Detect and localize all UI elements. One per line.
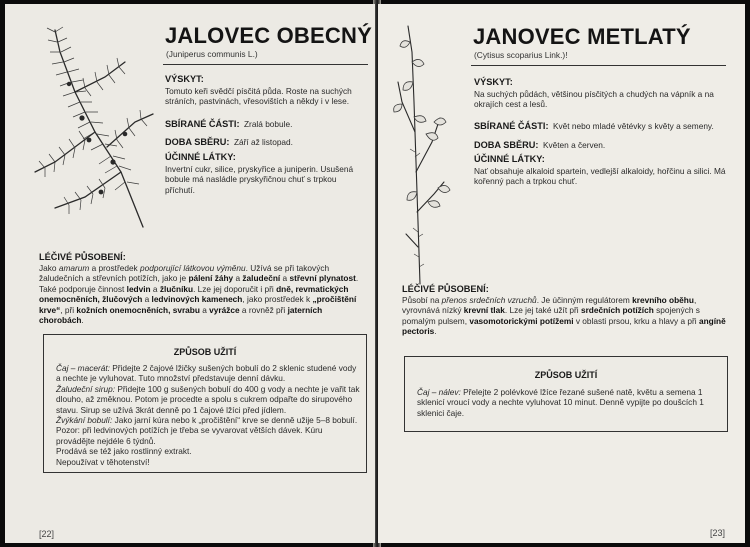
time-heading: DOBA SBĚRU: xyxy=(474,140,539,150)
syrup-instructions: Žaludeční sirup: Přidejte 100 g sušených bobulí do 400 g vody a nechte je vařit tak dlouho, až změknou. Potom je procedte a spolu s cukrem odpařte do sirupového stavu. Sirup se užívá 3krát denně po 1 čajové lžíci před jídlem. xyxy=(56,383,360,415)
effect-text: Jako amarum a prostředek podporující látkovou výměnu. Užívá se při takových žaludečních a střevních potížích, jako je pálení žáhy a žaludeční a střevní plynatost. Také podporuje činnost ledvin a žlučníku. Lze jej doporučit i při dně, revmatických onemocněních, žlučových a ledvinových kamenech, jako prostředek k „pročištění krve“, při kožních onemocněních, svrabu a vyrážce a rovněž při jaterních chorobách. xyxy=(39,263,359,326)
effect-heading: LÉČIVÉ PŮSOBENÍ: xyxy=(39,252,126,262)
plant-title: JALOVEC OBECNÝ xyxy=(165,23,372,48)
occurrence-heading: VÝSKYT: xyxy=(165,74,204,84)
time-text: Květen a červen. xyxy=(542,140,606,150)
occurrence-heading: VÝSKYT: xyxy=(474,77,513,87)
effect-text: Působí na přenos srdečních vzruchů. Je účinným regulátorem krevního oběhu, vyrovnává nízký krevní tlak. Lze jej také užít při srdečních potížích spojených s pomalým pulsem, vasomotorickými potížemi v oblasti prsou, krku a hlavy a při angíně pectoris. xyxy=(402,295,726,337)
chewing-instructions: Žvýkání bobulí: Jako jarní kúra nebo k „pročištění“ krve se denně užije 5–8 bobulí. Pozor: při ledvinových potížích je třeba se vyvarovat větších dávek. Kúru provádějte nejdéle 6 týdnů. xyxy=(56,415,358,446)
parts-text: Květ nebo mladé větévky s květy a semeny. xyxy=(552,121,714,131)
usage-text xyxy=(56,363,360,467)
title-divider xyxy=(163,64,368,65)
tea-instructions: Čaj – nálev: Přelejte 2 polévkové lžíce řezané sušené natě, květu a semena 1 sklenicí vroucí vody a nechte vyluhovat 10 minut. Denně vypijte po doušcích 1 sklenici čaje. xyxy=(417,387,704,418)
parts-text: Zralá bobule. xyxy=(243,119,293,129)
parts-row xyxy=(165,114,370,132)
parts-row xyxy=(474,116,734,134)
substances-text: Nať obsahuje alkaloid spartein, vedlejší alkaloidy, hořčinu a silici. Má kořenný pach a trpkou chuť. xyxy=(474,166,726,187)
usage-box xyxy=(43,334,367,473)
left-page xyxy=(5,4,375,543)
page-number: [23] xyxy=(710,528,726,538)
plant-title: JANOVEC METLATÝ xyxy=(473,24,691,49)
usage-box xyxy=(404,356,728,432)
usage-title: ZPŮSOB UŽITÍ xyxy=(534,370,598,380)
time-row xyxy=(474,135,734,153)
latin-name: (Juniperus communis L.) xyxy=(166,49,258,59)
time-row xyxy=(165,132,370,150)
tea-instructions: Čaj – macerát: Přidejte 2 čajové lžičky sušených bobulí do 2 sklenic studené vody a nechte je vyluhovat. Tuto množství představuje denní dávku. xyxy=(56,363,357,384)
latin-name: (Cytisus scoparius Link.)! xyxy=(474,50,568,60)
parts-heading: SBÍRANÉ ČÁSTI: xyxy=(474,121,549,131)
substances-heading: ÚČINNÉ LÁTKY: xyxy=(474,154,545,164)
parts-heading: SBÍRANÉ ČÁSTI: xyxy=(165,119,240,129)
right-page xyxy=(378,4,745,543)
time-heading: DOBA SBĚRU: xyxy=(165,137,230,147)
usage-title: ZPŮSOB UŽITÍ xyxy=(173,347,237,357)
title-divider xyxy=(471,65,726,66)
substances-text: Invertní cukr, silice, pryskyřice a juniperin. Usušená bobule má nasládle pryskyřičnou chuť s trpkou příchutí. xyxy=(165,164,354,195)
effect-heading: LÉČIVÉ PŮSOBENÍ: xyxy=(402,284,489,294)
page-number: [22] xyxy=(39,529,55,539)
juniper-branch-icon xyxy=(25,22,161,232)
pregnancy-warning: Nepoužívat v těhotenství! xyxy=(56,456,150,467)
occurrence-text: Tomuto keři svědčí písčitá půda. Roste na suchých stráních, pastvinách, vřesovištích a někdy i v lese. xyxy=(165,86,352,107)
broom-branch-icon xyxy=(388,22,458,287)
time-text: Září až listopad. xyxy=(233,137,293,147)
occurrence-text: Na suchých půdách, většinou písčitých a chudých na vápník a na okrajích cest a lesů. xyxy=(474,89,714,110)
extract-note: Prodává se též jako rostlinný extrakt. xyxy=(56,446,192,457)
substances-heading: ÚČINNÉ LÁTKY: xyxy=(165,152,236,162)
